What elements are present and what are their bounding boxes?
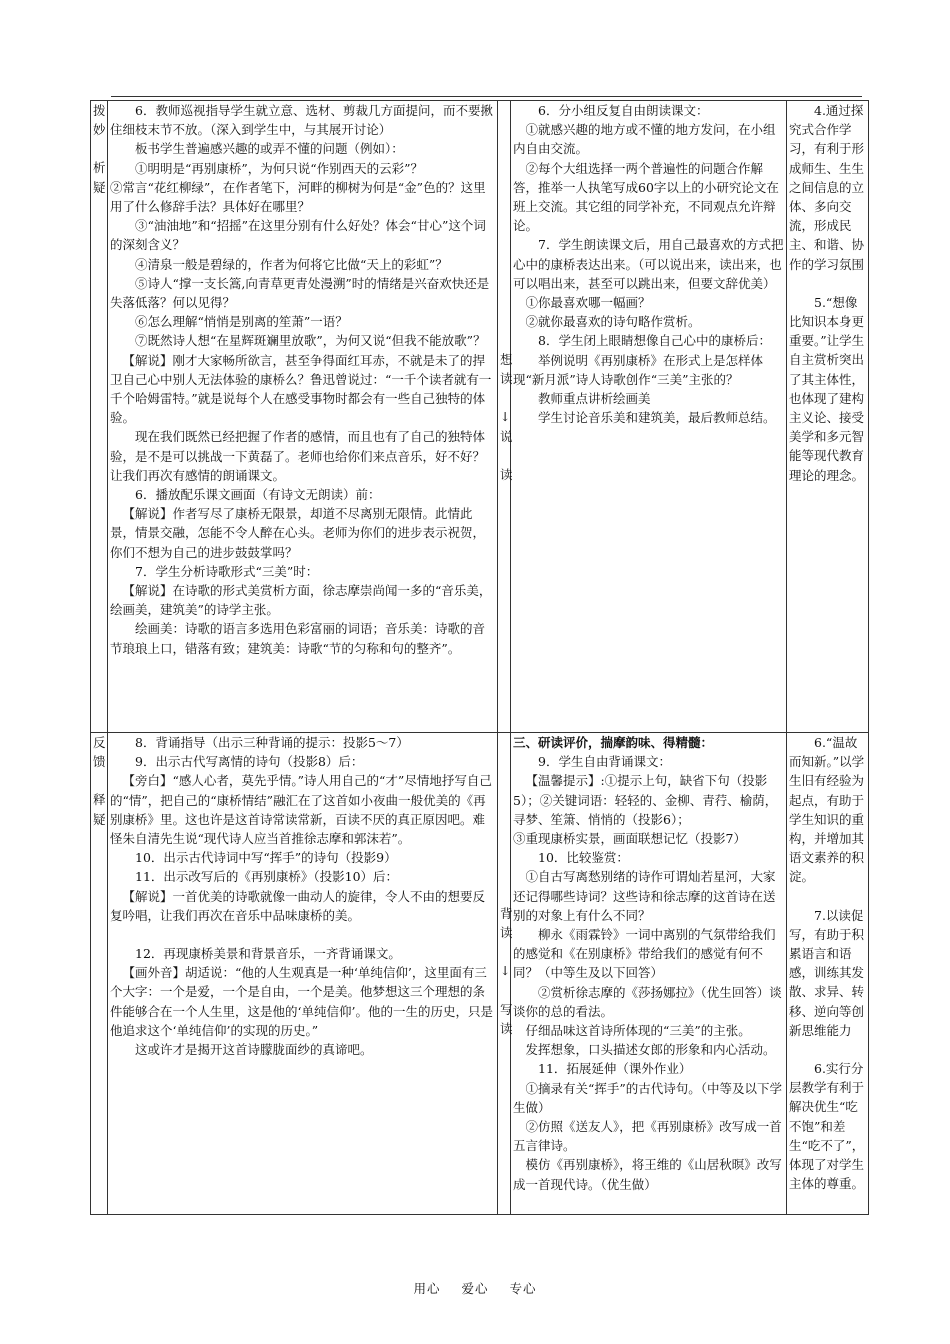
paragraph: ②赏析徐志摩的《莎扬娜拉》（优生回答）谈谈你的总的看法。	[513, 984, 782, 1019]
note-paragraph: 7.以读促写，有助于积累语言和语感，训练其发散、求异、转移、逆向等创新思维能力	[789, 907, 865, 1038]
paragraph: 教师重点讲析绘画美	[538, 391, 651, 407]
stage-char: 释	[93, 792, 106, 808]
paragraph: 10．比较鉴赏：	[538, 850, 629, 866]
paragraph: 8．学生闭上眼睛想像自己心中的康桥后：	[538, 333, 771, 349]
stage-char: 馈	[93, 754, 106, 770]
method-char: 读	[500, 466, 513, 482]
paragraph: ⑤诗人“撑一支长篙,向青草更青处漫溯”时的情绪是兴奋欢快还是失落低落？何以见得？	[110, 275, 490, 311]
paragraph: 7．学生朗读课文后，用自己最喜欢的方式把心中的康桥表达出来。（可以说出来，读出来，也可以唱出来，甚至可以跳出来，但要文辞优美）	[513, 237, 784, 291]
paragraph: 举例说明《再别康桥》在形式上是怎样体现“新月派”诗人诗歌创作“三美”主张的？	[513, 352, 764, 387]
paragraph: 柳永《雨霖铃》一词中离别的气氛带给我们的感觉和《在别康桥》带给我们的感觉有何不同？（中等生及以下回答）	[513, 927, 776, 981]
paragraph: ①你最喜欢哪一幅画？	[525, 295, 651, 311]
stage-char: 拨	[93, 103, 106, 118]
paragraph: 10．出示古代诗词中写“挥手”的诗句（投影9）	[135, 850, 397, 866]
paragraph: 9．学生自由背诵课文：	[538, 754, 671, 770]
stage-char: 析	[93, 160, 106, 176]
paragraph: ④清泉一般是碧绿的，作者为何将它比做“天上的彩虹”？	[135, 256, 448, 272]
paragraph: 发挥想象，口头描述女郎的形象和内心活动。	[525, 1042, 776, 1058]
method-cell	[498, 101, 511, 733]
paragraph: 11．拓展延伸（课外作业）	[538, 1061, 692, 1077]
paragraph: 【解说】作者写尽了康桥无限景，却道不尽离别无限情。此情此景，情景交融，怎能不令人醉在心头。老师为你们的进步表示祝贺，你们不想为自己的进步鼓鼓掌吗？	[110, 506, 486, 560]
paragraph: ③“油油地”和“招摇”在这里分别有什么好处？体会“甘心”这个词的深刻含义？	[110, 218, 486, 253]
paragraph: ②每个大组选择一两个普遍性的问题合作解答，推举一人执笔写成60字以上的小研究论文在班上交流。其它组的同学补充，不同观点允许辩论。	[513, 160, 779, 234]
student-activity-cell	[511, 101, 787, 733]
paragraph: ⑥怎么理解“悄悄是别离的笙萧”一语？	[135, 314, 348, 330]
stage-char: 疑	[93, 179, 106, 195]
teacher-activity-cell	[108, 101, 498, 733]
design-notes-cell	[787, 733, 869, 1215]
method-arrow-icon: ↓	[500, 963, 511, 979]
paragraph: ①自古写离愁别绪的诗作可谓灿若星河，大家还记得哪些诗词？这些诗和徐志摩的这首诗在送别的对象上有什么不同？	[513, 869, 776, 923]
paragraph: ①就感兴趣的地方或不懂的地方发问，在小组内自由交流。	[513, 122, 776, 157]
page-footer	[0, 1279, 950, 1297]
method-char: 写	[500, 1001, 513, 1017]
paragraph: ①明明是“再别康桥”，为何只说“作别西天的云彩”？	[135, 160, 424, 176]
stage-char: 反	[93, 735, 106, 750]
method-char: 背	[500, 906, 513, 921]
section-heading: 三、研读评价，揣摩韵味、得精髓：	[513, 735, 714, 750]
top-rule	[111, 96, 862, 97]
method-char: 读	[500, 925, 513, 941]
lesson-plan-table	[90, 100, 869, 1215]
note-paragraph: 6.“温故而知新。”以学生旧有经验为起点，有助于学生知识的重构，并增加其语文素养的积淀。	[789, 735, 865, 885]
method-cell	[498, 733, 511, 1215]
paragraph: 8．背诵指导（出示三种背诵的提示：投影5～7）	[135, 735, 409, 750]
paragraph: 6．播放配乐课文画面（有诗文无朗读）前：	[135, 487, 381, 503]
stage-label-cell	[91, 733, 108, 1215]
method-char: 说	[500, 428, 513, 444]
table-row	[91, 733, 869, 1215]
paragraph: 【旁白】“感人心者，莫先乎情。”诗人用自己的“才”尽情地抒写自己的“情”，把自己的“康桥情结”融汇在了这首如小夜曲一般优美的《再别康桥》里。这也许是这首诗常读常新，百读不厌的真正原因吧。难怪朱自清先生说“现代诗人应当首推徐志摩和郭沫若”。	[110, 773, 492, 847]
paragraph: 12．再现康桥美景和背景音乐，一齐背诵课文。	[135, 946, 401, 962]
paragraph: 仔细品味这首诗所体现的“三美”的主张。	[525, 1023, 751, 1039]
method-char: 读	[500, 371, 513, 387]
paragraph: ②就你最喜欢的诗句略作赏析。	[525, 314, 701, 330]
stage-char: 妙	[93, 122, 106, 138]
stage-char: 疑	[93, 811, 106, 827]
paragraph: 【解说】刚才大家畅所欲言，甚至争得面红耳赤，不就是未了的捍卫自己心中别人无法体验的康桥么？鲁迅曾说过：“一千个读者就有一千个哈姆雷特。”就是说每个人在感受事物时都会有一些自己独特的体验。	[110, 352, 492, 426]
method-arrow-icon: ↓	[500, 409, 511, 425]
paragraph: ③重现康桥实景，画面联想记忆（投影7）	[513, 831, 746, 847]
teacher-activity-cell	[108, 733, 498, 1215]
method-char: 想	[500, 352, 513, 367]
stage-label-cell	[91, 101, 108, 733]
footer-word: 专心	[509, 1281, 537, 1296]
paragraph: 11．出示改写后的《再别康桥》（投影10）后：	[135, 869, 399, 885]
paragraph: 7．学生分析诗歌形式“三美”时：	[135, 563, 319, 579]
design-notes-cell	[787, 101, 869, 733]
paragraph: 6．教师巡视指导学生就立意、选材、剪裁几方面提问，而不要揪住细枝末节不放。（深入到学生中，与其展开讨论）	[110, 103, 493, 138]
note-paragraph: 6.实行分层教学有利于解决优生“吃不饱”和差生“吃不了”，体现了对学生主体的尊重。	[789, 1061, 865, 1192]
paragraph: 绘画美：诗歌的语言多选用色彩富丽的词语；音乐美：诗歌的音节琅琅上口，错落有致；建筑美：诗歌“节的匀称和句的整齐”。	[110, 621, 486, 656]
table-row	[91, 101, 869, 733]
note-paragraph: 4.通过探究式合作学习，有利于形成师生、生生之间信息的立体、多向交流，形成民主、和谐、协作的学习氛围	[789, 103, 865, 272]
paragraph: ①摘录有关“挥手”的古代诗句。（中等及以下学生做）	[513, 1080, 783, 1115]
method-char: 读	[500, 1020, 513, 1036]
paragraph: 【解说】一首优美的诗歌就像一曲动人的旋律，令人不由的想要反复吟唱，让我们再次在音乐中品味康桥的美。	[110, 888, 486, 923]
paragraph: 模仿《再别康桥》，将王维的《山居秋暝》改写成一首现代诗。（优生做）	[513, 1157, 782, 1192]
footer-word: 爱心	[461, 1281, 489, 1296]
paragraph: 【画外音】胡适说：“他的人生观真是一种‘单纯信仰’，这里面有三个大字：一个是爱，一个是自由，一个是美。他梦想这三个理想的条件能够合在一个人生里，这是他的‘单纯信仰’。他的一生的历史，只是他追求这个‘单纯信仰’的实现的历史。”	[110, 965, 493, 1038]
paragraph: 板书学生普遍感兴趣的或弄不懂的问题（例如）：	[135, 141, 404, 157]
paragraph: 9．出示古代写离情的诗句（投影8）后：	[135, 754, 364, 770]
paragraph: 【温馨提示】:①提示上句，缺省下句（投影5）；②关键词语：轻轻的、金柳、青荇、榆荫，寻梦、笙箫、悄悄的（投影6）；	[513, 773, 778, 827]
paragraph: ②常言“花红柳绿”，在作者笔下，河畔的柳树为何是“金”色的？这里用了什么修辞手法？具体好在哪里？	[110, 179, 486, 215]
paragraph: ②仿照《送友人》，把《再别康桥》改写成一首五言律诗。	[513, 1119, 782, 1154]
footer-word: 用心	[413, 1281, 441, 1296]
paragraph: 【解说】在诗歌的形式美赏析方面，徐志摩崇尚闻一多的“音乐美，绘画美，建筑美”的诗学主张。	[110, 583, 492, 618]
paragraph: 这或许才是揭开这首诗朦胧面纱的真谛吧。	[135, 1042, 373, 1058]
paragraph: 学生讨论音乐美和建筑美，最后教师总结。	[538, 410, 776, 426]
note-paragraph: 5.“想像比知识本身更重要。”让学生自主赏析突出了其主体性，也体现了建构主义论、接受美学和多元智能等现代教育理论的理念。	[789, 294, 865, 483]
paragraph: 6．分小组反复自由朗读课文：	[538, 103, 709, 118]
paragraph: ⑦既然诗人想“在星辉斑斓里放歌”，为何又说“但我不能放歌”？	[135, 333, 486, 349]
student-activity-cell	[511, 733, 787, 1215]
paragraph: 现在我们既然已经把握了作者的感情，而且也有了自己的独特体验，是不是可以挑战一下黄磊了。老师也给你们来点音乐，好不好？让我们再次有感情的朗诵课文。	[110, 429, 486, 483]
